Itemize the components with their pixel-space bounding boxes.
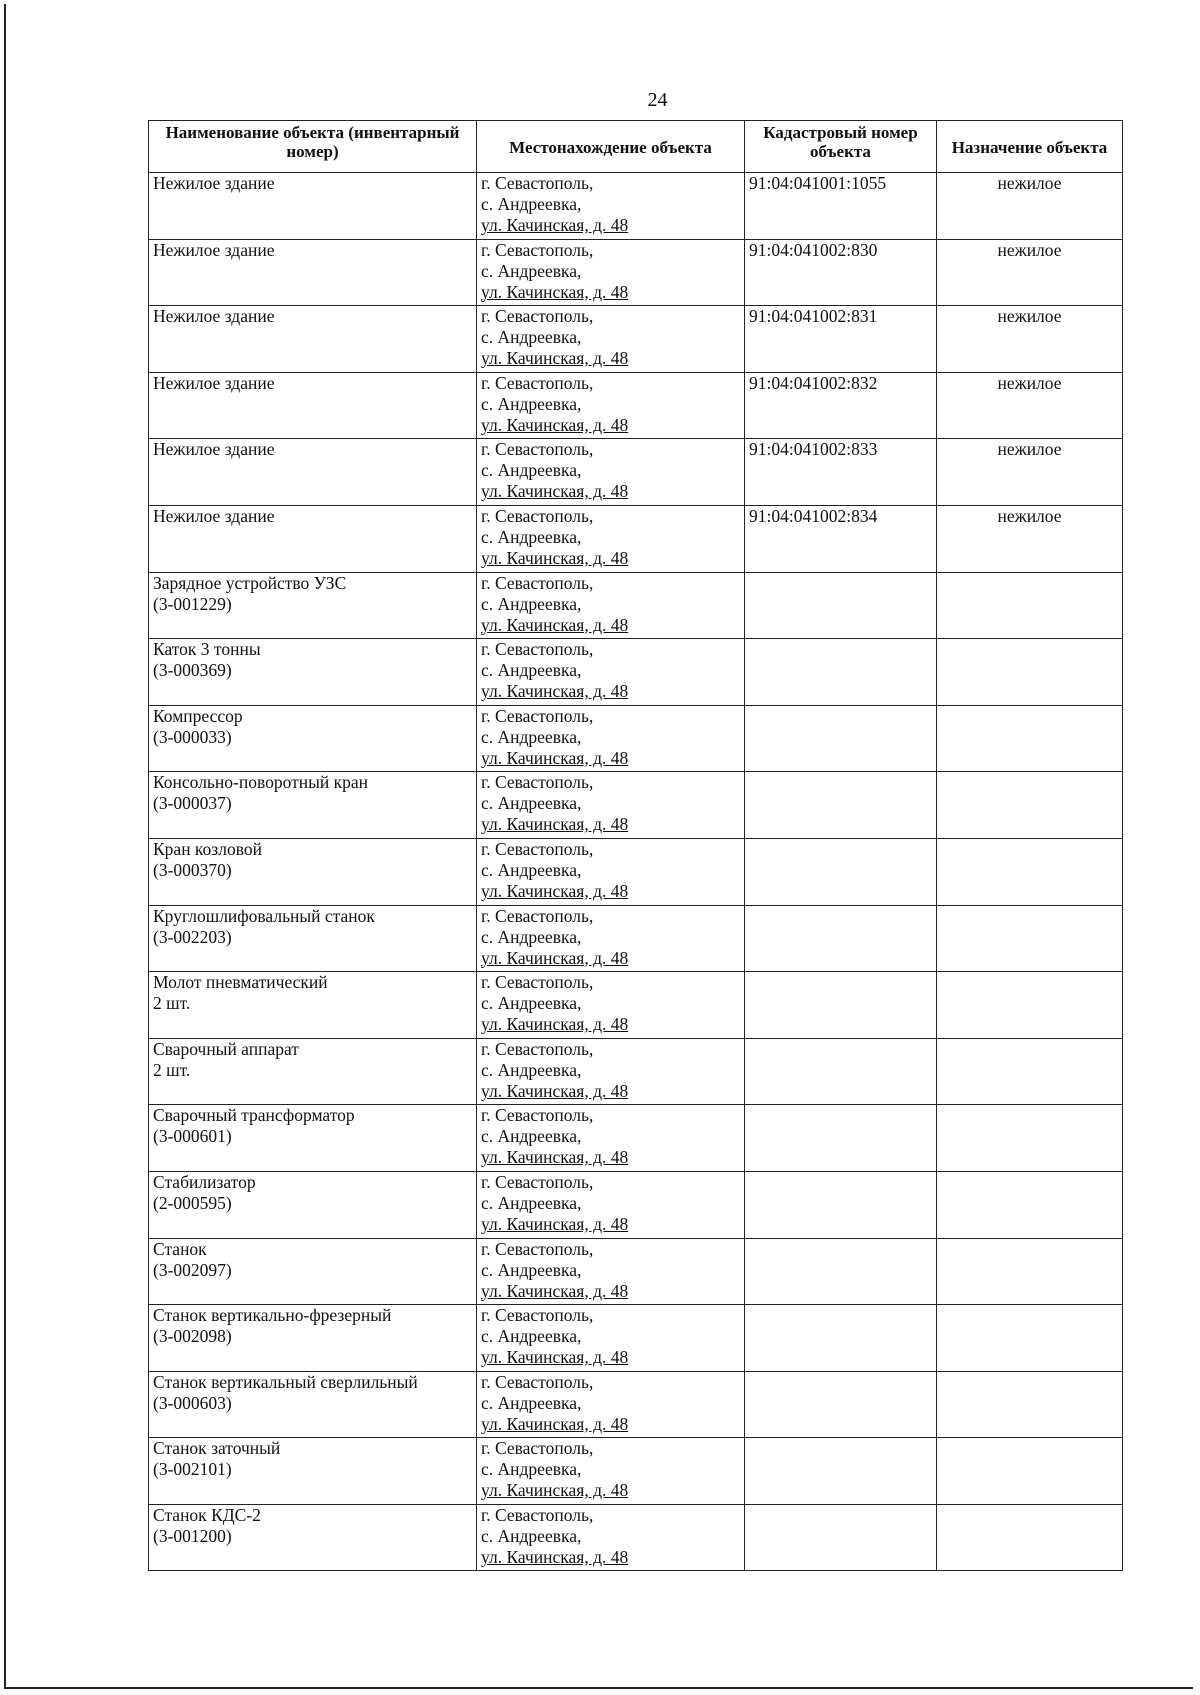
location-street: ул. Качинская, д. 48 <box>481 947 629 968</box>
inventory-number: (3-000037) <box>153 793 232 814</box>
location-city: г. Севастополь, <box>481 1371 594 1392</box>
location-village: с. Андреевка, <box>481 1525 582 1546</box>
table-row <box>149 639 1123 706</box>
location-street: ул. Качинская, д. 48 <box>481 614 629 635</box>
location-village: с. Андреевка, <box>481 1192 582 1213</box>
inventory-number: (3-000603) <box>153 1392 232 1413</box>
location-cell <box>477 1371 745 1438</box>
location-street: ул. Качинская, д. 48 <box>481 814 629 835</box>
location-city: г. Севастополь, <box>481 1238 594 1259</box>
location-cell <box>477 173 745 240</box>
object-name-cell <box>149 1305 477 1372</box>
cadastral-number <box>745 1504 937 1571</box>
object-name-cell <box>149 439 477 506</box>
table-body <box>149 173 1123 1571</box>
object-name: Кран козловой <box>153 838 262 859</box>
location-street: ул. Качинская, д. 48 <box>481 414 629 435</box>
object-purpose: нежилое <box>937 439 1123 506</box>
table-row <box>149 306 1123 373</box>
location-cell <box>477 705 745 772</box>
object-name-cell <box>149 306 477 373</box>
object-name: Станок КДС-2 <box>153 1504 261 1525</box>
object-name-cell <box>149 1105 477 1172</box>
location-village: с. Андреевка, <box>481 593 582 614</box>
inventory-number: 2 шт. <box>153 1059 191 1080</box>
cadastral-number <box>745 838 937 905</box>
location-cell <box>477 505 745 572</box>
location-cell <box>477 1305 745 1372</box>
location-cell <box>477 1105 745 1172</box>
cadastral-number <box>745 1438 937 1505</box>
table-row <box>149 1238 1123 1305</box>
location-street: ул. Качинская, д. 48 <box>481 1147 629 1168</box>
object-name: Компрессор <box>153 705 243 726</box>
location-city: г. Севастополь, <box>481 1305 594 1326</box>
location-cell <box>477 972 745 1039</box>
object-purpose <box>937 705 1123 772</box>
location-cell <box>477 838 745 905</box>
object-purpose <box>937 1504 1123 1571</box>
location-street: ул. Качинская, д. 48 <box>481 1347 629 1368</box>
inventory-number: (3-002097) <box>153 1259 232 1280</box>
location-city: г. Севастополь, <box>481 173 594 193</box>
location-city: г. Севастополь, <box>481 905 594 926</box>
location-cell <box>477 772 745 839</box>
location-city: г. Севастополь, <box>481 1504 594 1525</box>
object-purpose <box>937 572 1123 639</box>
location-city: г. Севастополь, <box>481 372 594 393</box>
table-header-row <box>149 121 1123 173</box>
object-purpose <box>937 1238 1123 1305</box>
object-purpose <box>937 1371 1123 1438</box>
cadastral-number: 91:04:041002:834 <box>745 505 937 572</box>
location-village: с. Андреевка, <box>481 993 582 1014</box>
table-row <box>149 239 1123 306</box>
location-street: ул. Качинская, д. 48 <box>481 880 629 901</box>
cadastral-number <box>745 1105 937 1172</box>
column-header-cadastral: Кадастровый номер объекта <box>745 121 937 173</box>
cadastral-number <box>745 705 937 772</box>
column-header-purpose: Назначение объекта <box>937 121 1123 173</box>
object-name-cell <box>149 1438 477 1505</box>
object-name-cell <box>149 372 477 439</box>
object-purpose: нежилое <box>937 505 1123 572</box>
object-name-cell <box>149 972 477 1039</box>
cadastral-number <box>745 572 937 639</box>
inventory-number: (3-000369) <box>153 660 232 681</box>
location-street: ул. Качинская, д. 48 <box>481 348 629 369</box>
object-name: Нежилое здание <box>153 372 275 393</box>
table-row <box>149 1438 1123 1505</box>
location-cell <box>477 1504 745 1571</box>
object-name: Сварочный трансформатор <box>153 1105 355 1126</box>
location-street: ул. Качинская, д. 48 <box>481 1480 629 1501</box>
location-village: с. Андреевка, <box>481 260 582 281</box>
location-street: ул. Качинская, д. 48 <box>481 481 629 502</box>
cadastral-number <box>745 905 937 972</box>
inventory-number: (3-002203) <box>153 926 232 947</box>
object-name: Станок вертикальный сверлильный <box>153 1371 418 1392</box>
location-village: с. Андреевка, <box>481 460 582 481</box>
object-purpose: нежилое <box>937 239 1123 306</box>
table-row <box>149 1105 1123 1172</box>
location-city: г. Севастополь, <box>481 239 594 260</box>
location-street: ул. Качинская, д. 48 <box>481 747 629 768</box>
inventory-number: (3-000033) <box>153 726 232 747</box>
column-header-location: Местонахождение объекта <box>477 121 745 173</box>
object-name: Нежилое здание <box>153 306 275 327</box>
table-row <box>149 572 1123 639</box>
inventory-number: (3-001200) <box>153 1525 232 1546</box>
object-name: Сварочный аппарат <box>153 1038 299 1059</box>
location-village: с. Андреевка, <box>481 327 582 348</box>
object-purpose <box>937 1438 1123 1505</box>
location-city: г. Севастополь, <box>481 306 594 327</box>
location-street: ул. Качинская, д. 48 <box>481 1014 629 1035</box>
object-purpose: нежилое <box>937 306 1123 373</box>
object-name-cell <box>149 639 477 706</box>
location-city: г. Севастополь, <box>481 572 594 593</box>
location-city: г. Севастополь, <box>481 639 594 660</box>
location-street: ул. Качинская, д. 48 <box>481 547 629 568</box>
location-street: ул. Качинская, д. 48 <box>481 281 629 302</box>
object-purpose <box>937 1038 1123 1105</box>
object-name-cell <box>149 705 477 772</box>
object-name: Нежилое здание <box>153 505 275 526</box>
location-cell <box>477 439 745 506</box>
location-street: ул. Качинская, д. 48 <box>481 215 629 235</box>
location-city: г. Севастополь, <box>481 1171 594 1192</box>
object-purpose <box>937 639 1123 706</box>
table-row <box>149 1305 1123 1372</box>
table-row <box>149 1371 1123 1438</box>
cadastral-number <box>745 772 937 839</box>
object-purpose <box>937 905 1123 972</box>
cadastral-number: 91:04:041001:1055 <box>745 173 937 240</box>
location-city: г. Севастополь, <box>481 705 594 726</box>
object-name: Станок заточный <box>153 1438 281 1459</box>
location-street: ул. Качинская, д. 48 <box>481 1280 629 1301</box>
location-village: с. Андреевка, <box>481 1459 582 1480</box>
object-name-cell <box>149 173 477 240</box>
location-cell <box>477 1238 745 1305</box>
object-name: Зарядное устройство УЗС <box>153 572 347 593</box>
location-city: г. Севастополь, <box>481 972 594 993</box>
location-village: с. Андреевка, <box>481 726 582 747</box>
location-village: с. Андреевка, <box>481 1392 582 1413</box>
location-street: ул. Качинская, д. 48 <box>481 1413 629 1434</box>
location-village: с. Андреевка, <box>481 526 582 547</box>
location-village: с. Андреевка, <box>481 660 582 681</box>
inventory-number: 2 шт. <box>153 993 191 1014</box>
location-cell <box>477 1038 745 1105</box>
location-village: с. Андреевка, <box>481 393 582 414</box>
location-village: с. Андреевка, <box>481 1059 582 1080</box>
object-name-cell <box>149 838 477 905</box>
cadastral-number <box>745 1038 937 1105</box>
location-street: ул. Качинская, д. 48 <box>481 1546 629 1567</box>
location-village: с. Андреевка, <box>481 793 582 814</box>
location-cell <box>477 1438 745 1505</box>
object-name: Стабилизатор <box>153 1171 256 1192</box>
object-purpose <box>937 1171 1123 1238</box>
cadastral-number: 91:04:041002:830 <box>745 239 937 306</box>
inventory-number: (2-000595) <box>153 1192 232 1213</box>
cadastral-number <box>745 1305 937 1372</box>
location-cell <box>477 306 745 373</box>
location-village: с. Андреевка, <box>481 859 582 880</box>
location-cell <box>477 572 745 639</box>
object-name: Нежилое здание <box>153 439 275 460</box>
inventory-number: (3-002098) <box>153 1326 232 1347</box>
table-row <box>149 439 1123 506</box>
location-cell <box>477 1171 745 1238</box>
location-city: г. Севастополь, <box>481 1438 594 1459</box>
object-name-cell <box>149 572 477 639</box>
location-cell <box>477 239 745 306</box>
object-name-cell <box>149 239 477 306</box>
location-village: с. Андреевка, <box>481 1259 582 1280</box>
object-name-cell <box>149 1171 477 1238</box>
object-name: Станок <box>153 1238 207 1259</box>
table-row <box>149 772 1123 839</box>
location-city: г. Севастополь, <box>481 838 594 859</box>
location-village: с. Андреевка, <box>481 1326 582 1347</box>
object-name-cell <box>149 1504 477 1571</box>
object-name: Нежилое здание <box>153 239 275 260</box>
cadastral-number: 91:04:041002:833 <box>745 439 937 506</box>
inventory-number: (3-000370) <box>153 859 232 880</box>
location-city: г. Севастополь, <box>481 1105 594 1126</box>
object-purpose <box>937 1305 1123 1372</box>
location-cell <box>477 905 745 972</box>
table-row <box>149 905 1123 972</box>
cadastral-number <box>745 1238 937 1305</box>
location-village: с. Андреевка, <box>481 194 582 214</box>
table-row <box>149 972 1123 1039</box>
location-street: ул. Качинская, д. 48 <box>481 1213 629 1234</box>
cadastral-number: 91:04:041002:831 <box>745 306 937 373</box>
object-name-cell <box>149 772 477 839</box>
object-name-cell <box>149 1038 477 1105</box>
table-row <box>149 1504 1123 1571</box>
object-name-cell <box>149 1238 477 1305</box>
location-city: г. Севастополь, <box>481 1038 594 1059</box>
object-purpose <box>937 972 1123 1039</box>
table-row <box>149 838 1123 905</box>
location-village: с. Андреевка, <box>481 1126 582 1147</box>
cadastral-number <box>745 972 937 1039</box>
location-cell <box>477 639 745 706</box>
table-row <box>149 372 1123 439</box>
table-row <box>149 173 1123 240</box>
cadastral-number: 91:04:041002:832 <box>745 372 937 439</box>
table-row <box>149 1038 1123 1105</box>
property-table <box>148 120 1123 1571</box>
location-city: г. Севастополь, <box>481 772 594 793</box>
inventory-number: (3-002101) <box>153 1459 232 1480</box>
page-number: 24 <box>647 89 668 111</box>
object-name-cell <box>149 905 477 972</box>
cadastral-number <box>745 1171 937 1238</box>
location-street: ул. Качинская, д. 48 <box>481 681 629 702</box>
location-cell <box>477 372 745 439</box>
object-purpose: нежилое <box>937 173 1123 240</box>
table-row <box>149 1171 1123 1238</box>
object-name: Каток 3 тонны <box>153 639 261 660</box>
object-name-cell <box>149 1371 477 1438</box>
object-name-cell <box>149 505 477 572</box>
location-city: г. Севастополь, <box>481 505 594 526</box>
table-row <box>149 705 1123 772</box>
location-street: ул. Качинская, д. 48 <box>481 1080 629 1101</box>
table-row <box>149 505 1123 572</box>
object-name: Нежилое здание <box>153 173 275 193</box>
object-name: Станок вертикально-фрезерный <box>153 1305 392 1326</box>
object-purpose: нежилое <box>937 372 1123 439</box>
inventory-number: (3-001229) <box>153 593 232 614</box>
object-name: Круглошлифовальный станок <box>153 905 375 926</box>
inventory-number: (3-000601) <box>153 1126 232 1147</box>
object-purpose <box>937 1105 1123 1172</box>
object-purpose <box>937 772 1123 839</box>
column-header-name: Наименование объекта (инвентарный номер) <box>149 121 477 173</box>
object-purpose <box>937 838 1123 905</box>
location-city: г. Севастополь, <box>481 439 594 460</box>
object-name: Консольно-поворотный кран <box>153 772 369 793</box>
location-village: с. Андреевка, <box>481 926 582 947</box>
cadastral-number <box>745 1371 937 1438</box>
object-name: Молот пневматический <box>153 972 328 993</box>
cadastral-number <box>745 639 937 706</box>
